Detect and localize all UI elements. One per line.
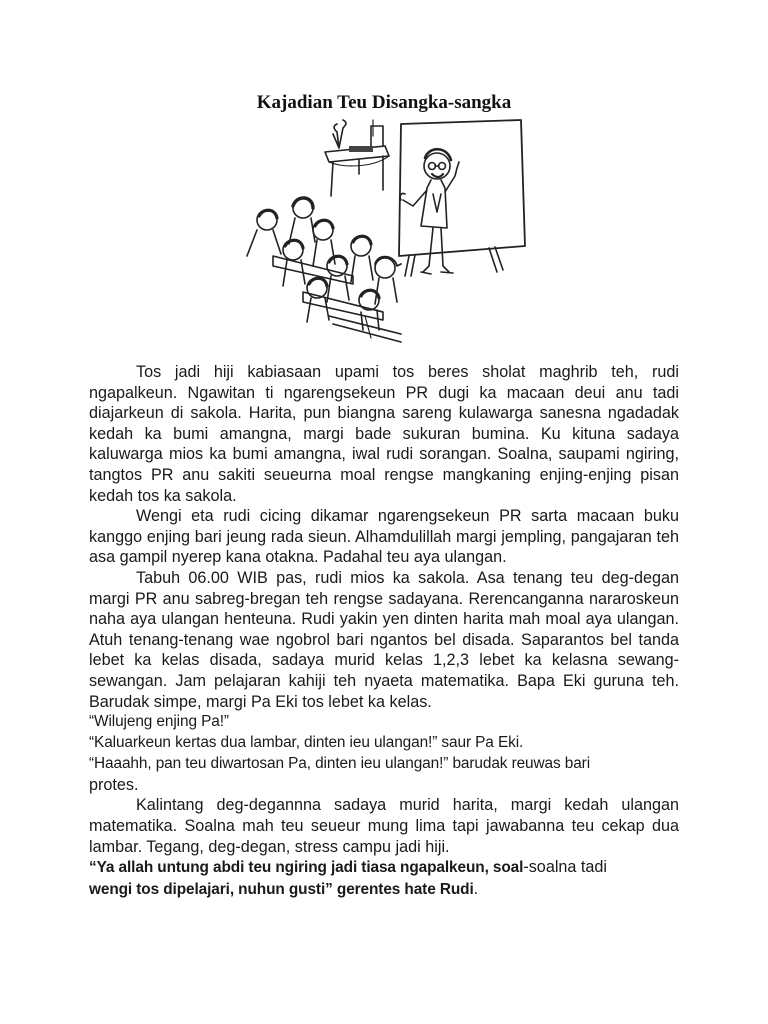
dialogue-text: protes. [89,775,139,794]
dialogue-line: “Wilujeng enjing Pa!” [89,713,229,731]
story-paragraph: Kalintang deg-degannna sadaya murid harita, margi kedah ulangan matematika. Soalna mah teu seueur mung lima tapi jawabanna teu cekap dua lambar. Tegang, deg-degan, stress campu jadi hiji. [89,796,679,856]
dialogue-line [89,753,679,795]
closing-text: -soalna tadi [523,858,608,877]
closing-line [89,857,679,900]
story-paragraph: Wengi eta rudi cicing dikamar ngarengsekeun PR sarta macaan buku kanggo enjing bari jeung rada sieun. Alhamdulillah margi jempling, pangajaran teh asa gampil nyerep kana otakna. Padahal teu aya ulangan. [89,507,679,567]
document-title: Kajadian Teu Disangka-sangka [256,92,512,113]
closing-text: . [473,879,479,898]
story-paragraph: Tabuh 06.00 WIB pas, rudi mios ka sakola. Asa tenang teu deg-degan margi PR anu sabreg-bregan teh rengse sadayana. Rerencanganna nararoskeun naha aya ulangan henteuna. Rudi yakin yen dinten harita mah moal aya ulangan. Atuh tenang-tenang wae ngobrol bari ngantos bel disada. Saparantos bel tanda lebet ka kelas disada, sadaya murid kelas 1,2,3 lebet ka kelasna sewang-sewangan. Jam pelajaran kahiji teh nyaeta matematika. Bapa Eki guruna teh. Barudak simpe, margi Pa Eki tos lebet ka kelas. [89,568,679,711]
story-paragraph: Tos jadi hiji kabiasaan upami tos beres sholat maghrib teh, rudi ngapalkeun. Ngawitan ti ngarengsekeun PR dugi ka macaan deui anu tadi diajarkeun di sakola. Harita, pun biangna sareng kulawarga sanesna ngadadak kedah ka bumi amangna, margi bade sukuran bumina. Ku kituna sadaya kaluwarga mios ka bumi amangna, iwal rudi sorangan. Soalna, saupami ngiring, tangtos PR anu sakiti seueurna moal rengse mangkaning enjing-enjing pisan kedah tos ka sakola. [89,363,679,505]
dialogue-text: “Haaahh, pan teu diwartosan Pa, dinten ieu ulangan!” barudak reuwas bari [89,755,591,773]
dialogue-line: “Kaluarkeun kertas dua lambar, dinten ieu ulangan!” saur Pa Eki. [89,733,524,751]
story-body [89,362,679,900]
classroom-illustration [233,116,535,346]
closing-text-bold: “Ya allah untung abdi teu ngiring jadi tiasa ngapalkeun, soal [89,859,524,877]
classroom-teacher-students-illustration-icon [233,116,535,346]
closing-text-bold: wengi tos dipelajari, nuhun gusti” gerentes hate Rudi [89,880,474,898]
